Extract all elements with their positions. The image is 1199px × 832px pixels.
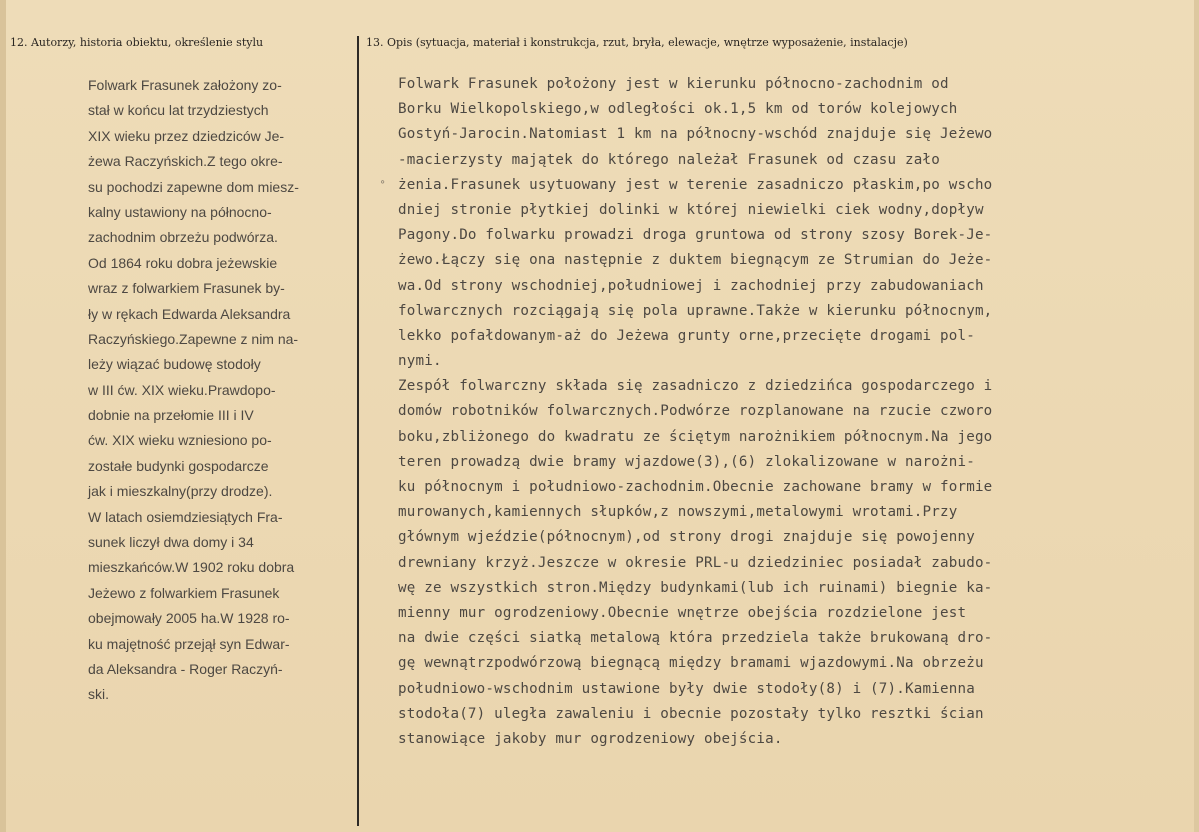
- text-line: dniej stronie płytkiej dolinki w której niewielki ciek wodny,dopływ: [398, 201, 984, 218]
- text-line: stał w końcu lat trzydziestych: [88, 102, 269, 119]
- text-line: teren prowadzą dwie bramy wjazdowe(3),(6) zlokalizowane w narożni-: [398, 453, 975, 470]
- text-line: domów robotników folwarcznych.Podwórze rozplanowane na rzucie czworo: [398, 403, 993, 420]
- text-line: południowo-wschodnim ustawione były dwie stodoły(8) i (7).Kamienna: [398, 680, 975, 697]
- text-line: kalny ustawiony na północno-: [88, 203, 272, 220]
- section-12-header: 12. Autorzy, historia obiektu, określenie stylu: [10, 36, 264, 49]
- text-line: na dwie części siatką metalową która przedziela także brukowaną dro-: [398, 630, 993, 647]
- text-line: Borku Wielkopolskiego,w odległości ok.1,5 km od torów kolejowych: [398, 101, 958, 118]
- text-line: Raczyńskiego.Zapewne z nim na-: [88, 330, 299, 347]
- text-line: żewo.Łączy się ona następnie z duktem biegnącym ze Strumian do Jeże-: [398, 252, 993, 269]
- text-line: Gostyń-Jarocin.Natomiast 1 km na północny-wschód znajduje się Jeżewo: [398, 126, 993, 143]
- text-line: żenia.Frasunek usytuowany jest w terenie zasadniczo płaskim,po wscho: [398, 176, 993, 193]
- text-line: lekko pofałdowanym-aż do Jeżewa grunty orne,przecięte drogami pol-: [398, 327, 975, 344]
- text-line: wa.Od strony wschodniej,południowej i zachodniej przy zabudowaniach: [398, 277, 984, 294]
- history-text: [88, 73, 356, 708]
- text-line: Jeżewo z folwarkiem Frasunek: [88, 584, 280, 601]
- description-text: [398, 72, 1198, 752]
- text-line: jak i mieszkalny(przy drodze).: [88, 483, 273, 500]
- text-line: ku majętność przejął syn Edwar-: [88, 635, 290, 652]
- text-line: ły w rękach Edwarda Aleksandra: [88, 305, 291, 322]
- text-line: Pagony.Do folwarku prowadzi droga gruntowa od strony szosy Borek-Je-: [398, 227, 993, 244]
- text-line: stanowiące jakoby mur ogrodzeniowy obejścia.: [398, 730, 783, 747]
- text-line: gę wewnątrzpodwórzową biegnącą między bramami wjazdowymi.Na obrzeżu: [398, 655, 984, 672]
- text-line: stodoła(7) uległa zawaleniu i obecnie pozostały tylko resztki ścian: [398, 705, 984, 722]
- text-line: zachodnim obrzeżu podwórza.: [88, 229, 278, 246]
- text-line: głównym wjeździe(północnym),od strony drogi znajduje się powojenny: [398, 529, 975, 546]
- text-line: nymi.: [398, 353, 442, 370]
- text-line: leży wiązać budowę stodoły: [88, 356, 261, 373]
- text-line: da Aleksandra - Roger Raczyń-: [88, 660, 283, 677]
- text-line: -macierzysty majątek do którego należał Frasunek od czasu zało: [398, 151, 940, 168]
- text-line: ku północnym i południowo-zachodnim.Obecnie zachowane bramy w formie: [398, 479, 993, 495]
- text-line: W latach osiemdziesiątych Fra-: [88, 508, 283, 525]
- text-line: Od 1864 roku dobra jeżewskie: [88, 254, 278, 271]
- text-line: XIX wieku przez dziedziców Je-: [88, 127, 285, 144]
- text-line: boku,zbliżonego do kwadratu ze ściętym narożnikiem północnym.Na jego: [398, 428, 993, 445]
- text-line: wę ze wszystkich stron.Między budynkami(lub ich ruinami) biegnie ka-: [398, 579, 993, 596]
- column-divider: [357, 36, 359, 826]
- text-line: mieszkańców.W 1902 roku dobra: [88, 559, 295, 576]
- text-line: folwarcznych rozciągają się pola uprawne.Także w kierunku północnym,: [398, 302, 993, 319]
- text-line: su pochodzi zapewne dom miesz-: [88, 178, 299, 195]
- margin-tick-mark: ˚: [379, 180, 387, 194]
- text-line: Folwark Frasunek założony zo-: [88, 77, 282, 93]
- text-line: mienny mur ogrodzeniowy.Obecnie wnętrze obejścia rozdzielone jest: [398, 604, 967, 621]
- text-line: sunek liczył dwa domy i 34: [88, 534, 254, 551]
- text-line: ski.: [88, 686, 109, 703]
- text-line: murowanych,kamiennych słupków,z nowszymi,metalowymi wrotami.Przy: [398, 504, 958, 521]
- text-line: Folwark Frasunek położony jest w kierunku północno-zachodnim od: [398, 76, 949, 92]
- text-line: obejmowały 2005 ha.W 1928 ro-: [88, 610, 290, 627]
- text-line: żewa Raczyńskich.Z tego okre-: [88, 153, 283, 170]
- text-line: ćw. XIX wieku wzniesiono po-: [88, 432, 272, 449]
- page-edge-left: [0, 0, 6, 832]
- text-line: drewniany krzyż.Jeszcze w okresie PRL-u dziedziniec posiadał zabudo-: [398, 554, 993, 571]
- text-line: wraz z folwarkiem Frasunek by-: [88, 280, 285, 297]
- section-13-header: 13. Opis (sytuacja, materiał i konstrukcja, rzut, bryła, elewacje, wnętrze wyposażenie, instalacje): [366, 36, 908, 49]
- text-line: Zespół folwarczny składa się zasadniczo z dziedzińca gospodarczego i: [398, 378, 993, 395]
- text-line: w III ćw. XIX wieku.Prawdopo-: [88, 381, 276, 398]
- text-line: zostałe budynki gospodarcze: [88, 457, 269, 474]
- text-line: dobnie na przełomie III i IV: [88, 407, 254, 424]
